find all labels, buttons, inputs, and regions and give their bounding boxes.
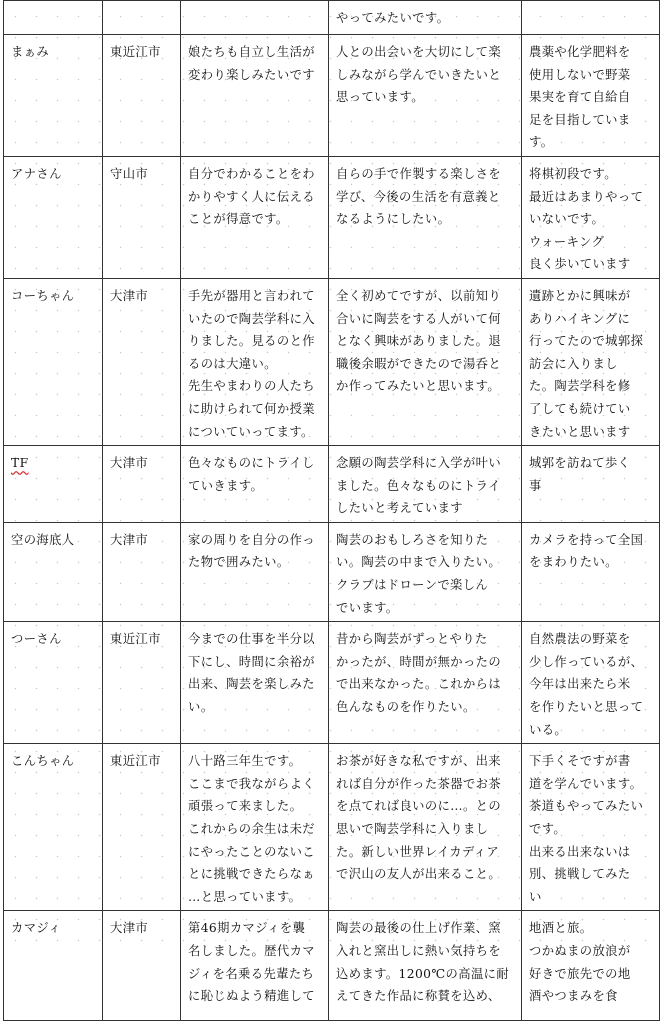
member-motivation-cell [329, 156, 522, 278]
member-nickname-cell [4, 1, 103, 35]
member-self-intro-cell [181, 1, 329, 35]
member-motivation-cell [329, 522, 522, 621]
member-motivation-line: れば自分が作った茶器でお茶 [336, 776, 502, 791]
member-self-intro-cell [181, 278, 329, 445]
member-nickname: 空の海底人 [11, 532, 75, 547]
member-motivation-line: でいます。 [336, 600, 399, 615]
member-row [4, 622, 660, 744]
member-nickname: こんちゃん [11, 754, 75, 769]
member-nickname-cell [4, 744, 103, 911]
member-hobby-cell [522, 278, 660, 445]
member-nickname: まぁみ [11, 45, 50, 59]
member-city: 大津市 [110, 456, 149, 471]
member-motivation-cell [329, 911, 522, 1021]
member-self-intro-cell [181, 744, 329, 911]
member-self-intro-line: についていってます。 [188, 424, 314, 439]
member-motivation-cell [329, 622, 522, 744]
member-city-cell [103, 156, 181, 278]
member-self-intro-line: るのは大違い。 [188, 356, 277, 371]
member-hobby-line: 使用しないで野菜 [529, 67, 631, 82]
member-self-intro-line: …と思っています。 [188, 889, 302, 904]
member-self-intro-line: 自分でわかることをわ [188, 166, 315, 181]
member-self-intro-line: 出来、陶芸を楽しみた [188, 677, 315, 692]
member-hobby-cell [522, 522, 660, 621]
member-nickname: TF [11, 456, 29, 471]
member-hobby-line: 少し作っているが、 [529, 654, 644, 669]
member-nickname: カマジィ [11, 921, 62, 936]
member-motivation-line: 学び、今後の生活を有意義と [336, 189, 501, 204]
member-hobby-line: つかぬまの放浪が [529, 943, 631, 958]
member-hobby-line: 出来る出来ないは [529, 844, 631, 859]
member-motivation-line: 昔から陶芸がずっとやりた [336, 632, 488, 647]
member-self-intro-line: ていきます。 [188, 478, 264, 493]
member-motivation-line: い。陶芸の中まで入りたい。 [336, 555, 502, 570]
member-self-intro-line: 下にし、時間に余裕が [188, 654, 315, 669]
member-hobby-line: す。 [529, 135, 554, 150]
member-motivation-line: で出来なかった。これからは [336, 677, 502, 692]
member-self-intro-cell [181, 522, 329, 621]
member-hobby-line: 城郭を訪ねて歩く [529, 456, 631, 471]
member-hobby-line: カメラを持って全国 [529, 532, 644, 547]
member-city-cell [103, 522, 181, 621]
member-self-intro-line: に助けられて何か授業 [188, 401, 315, 416]
member-nickname-cell [4, 156, 103, 278]
member-hobby-cell [522, 622, 660, 744]
member-self-intro-line: 名しました。歴代カマ [188, 943, 315, 958]
member-row [4, 744, 660, 911]
member-city-cell [103, 911, 181, 1021]
member-hobby-cell [522, 744, 660, 911]
member-row [4, 278, 660, 445]
member-city-cell [103, 446, 181, 523]
member-hobby-line: た。陶芸学科を修 [529, 379, 631, 394]
member-self-intro-line: いたので陶芸学科に入 [188, 311, 315, 326]
member-city-cell [103, 35, 181, 157]
member-hobby-line: を作りたいと思って [529, 700, 644, 715]
member-hobby-line: 良く歩いています [529, 257, 631, 272]
member-self-intro-line: ここまで我ながらよく [188, 776, 315, 791]
member-self-intro-line: 頑張って来ました。 [188, 799, 303, 814]
member-self-intro-line: これからの余生は未だ [188, 822, 315, 836]
member-city: 大津市 [110, 921, 149, 936]
member-motivation-line: 思っています。 [336, 90, 424, 105]
member-hobby-line: いる。 [529, 722, 568, 737]
member-self-intro-cell [181, 911, 329, 1021]
member-motivation-line: 職後余暇ができたので湯呑と [336, 356, 502, 371]
member-self-intro-line: 今までの仕事を半分以 [188, 632, 315, 647]
member-city: 東近江市 [110, 754, 161, 769]
member-self-intro-line: 家の周りを自分の作っ [188, 532, 315, 547]
member-nickname-cell [4, 446, 103, 523]
member-hobby-cell [522, 446, 660, 523]
member-self-intro-line: 娘たちも自立し生活が [188, 45, 315, 59]
member-nickname-cell [4, 522, 103, 621]
member-nickname: つーさん [11, 632, 62, 647]
member-city-cell [103, 622, 181, 744]
member-hobby-line: 酒やつまみを食 [529, 989, 618, 1004]
member-motivation-line: 陶芸の最後の仕上げ作業、窯 [336, 921, 502, 936]
member-motivation-line: ました。色々なものにトライ [336, 478, 501, 493]
member-nickname-cell [4, 911, 103, 1021]
member-city: 東近江市 [110, 45, 161, 59]
member-nickname-cell [4, 278, 103, 445]
member-self-intro-line: 八十路三年生です。 [188, 754, 302, 769]
member-hobby-line: 下手くそですが書 [529, 754, 631, 769]
member-motivation-line: かったが、時間が無かったの [336, 654, 502, 669]
member-hobby-cell [522, 911, 660, 1021]
member-hobby-line: 将棋初段です。 [529, 166, 617, 181]
member-motivation-line: 全く初めてですが、以前知り [336, 288, 502, 303]
member-motivation-line: やってみたいです。 [336, 11, 450, 25]
member-motivation-cell [329, 1, 522, 35]
member-row [4, 156, 660, 278]
member-motivation-line: 陶芸のおもしろさを知りた [336, 532, 489, 547]
member-self-intro-line: い。 [188, 700, 214, 715]
member-self-intro-cell [181, 622, 329, 744]
member-self-intro-line: ジィを名乗る先輩たち [188, 966, 315, 981]
member-hobby-line: 行ってたので城郭探 [529, 334, 644, 349]
member-motivation-line: で沢山の友人が出来ること。 [336, 867, 502, 882]
member-motivation-cell [329, 744, 522, 911]
member-city: 大津市 [110, 288, 149, 303]
member-nickname-cell [4, 35, 103, 157]
member-table-body [4, 1, 660, 1021]
member-motivation-cell [329, 446, 522, 523]
member-motivation-line: 人との出会いを大切にして楽 [336, 45, 502, 59]
member-self-intro-cell [181, 35, 329, 157]
member-motivation-line: 念願の陶芸学科に入学が叶い [336, 456, 502, 471]
member-hobby-line: ウォーキング [529, 234, 605, 249]
member-motivation-line: 思いで陶芸学科に入りまし [336, 822, 489, 836]
member-row [4, 35, 660, 157]
member-nickname-cell [4, 622, 103, 744]
member-hobby-line: 今年は出来たら米 [529, 677, 631, 692]
member-row [4, 446, 660, 523]
member-motivation-line: 自らの手で作製する楽しさを [336, 166, 502, 181]
member-self-intro-line: に恥じぬよう精進して [188, 989, 315, 1004]
member-city: 大津市 [110, 532, 149, 547]
member-self-intro-line: 第46期カマジィを襲 [188, 921, 306, 936]
member-motivation-line: えてきた作品に称賛を込め、 [336, 989, 501, 1004]
member-self-intro-line: りました。見るのと作 [188, 334, 315, 349]
member-self-intro-cell [181, 446, 329, 523]
member-row [4, 1, 660, 35]
member-motivation-line: 入れと窯出しに熱い気持ちを [336, 943, 502, 958]
member-nickname: コーちゃん [11, 288, 75, 303]
member-hobby-line: 農薬や化学肥料を [529, 45, 631, 59]
member-hobby-line: い [529, 889, 542, 904]
member-self-intro-line: 先生やまわりの人たち [188, 379, 315, 394]
member-hobby-line: 了しても続けてい [529, 401, 631, 416]
member-hobby-cell [522, 156, 660, 278]
member-motivation-line: を点てれば良いのに…。との [336, 799, 502, 814]
member-hobby-line: いないです。 [529, 212, 605, 227]
member-hobby-line: きたいと思います [529, 424, 631, 439]
member-motivation-line: お茶が好きな私ですが、出来 [336, 754, 502, 769]
member-table [3, 0, 660, 1021]
member-row [4, 522, 660, 621]
member-city: 東近江市 [110, 632, 161, 647]
member-motivation-line: クラブはドローンで楽しん [336, 578, 489, 593]
member-motivation-line: なるようにしたい。 [336, 212, 451, 227]
member-motivation-line: しみながら学んでいきたいと [336, 67, 502, 82]
member-motivation-line: したいと考えています [336, 501, 463, 516]
member-hobby-line: ありハイキングに [529, 311, 631, 326]
member-hobby-line: です。 [529, 822, 567, 836]
member-hobby-line: 好きで旅先での地 [529, 966, 631, 981]
member-self-intro-line: た物で囲みたい。 [188, 555, 290, 570]
member-self-intro-line: 色々なものにトライし [188, 456, 315, 471]
member-self-intro-line: ことが得意です。 [188, 212, 289, 227]
member-hobby-line: 果実を育て自給自 [529, 90, 631, 105]
member-motivation-line: となく興味がありました。退 [336, 334, 502, 349]
member-hobby-line: 茶道もやってみたい [529, 799, 644, 814]
member-city-cell [103, 1, 181, 35]
member-self-intro-line: 手先が器用と言われて [188, 288, 315, 303]
member-hobby-line: をまわりたい。 [529, 555, 618, 570]
member-hobby-line: 遺跡とかに興味が [529, 288, 631, 303]
member-self-intro-line: とに挑戦できたらなぁ [188, 867, 315, 882]
member-hobby-line: 事 [529, 478, 542, 493]
member-motivation-cell [329, 278, 522, 445]
member-self-intro-line: にやったことのないこ [188, 844, 315, 859]
member-motivation-line: か作ってみたいと思います。 [336, 379, 501, 394]
member-hobby-line: 足を目指していま [529, 112, 631, 127]
member-city-cell [103, 744, 181, 911]
member-self-intro-cell [181, 156, 329, 278]
member-hobby-line: 訪会に入りまし [529, 356, 618, 371]
member-hobby-cell [522, 1, 660, 35]
member-city-cell [103, 278, 181, 445]
member-motivation-line: 合いに陶芸をする人がいて何 [336, 311, 502, 326]
member-city: 守山市 [110, 166, 149, 181]
member-hobby-cell [522, 35, 660, 157]
member-self-intro-line: かりやすく人に伝える [188, 189, 315, 204]
member-hobby-line: 別、挑戦してみた [529, 867, 631, 882]
member-motivation-line: 込めます。1200℃の高温に耐 [336, 966, 510, 981]
member-motivation-line: た。新しい世界レイカディア [336, 844, 500, 859]
member-motivation-cell [329, 35, 522, 157]
member-nickname: アナさん [11, 166, 62, 181]
member-row [4, 911, 660, 1021]
member-hobby-line: 地酒と旅。 [529, 921, 593, 936]
member-hobby-line: 道を学んでいます。 [529, 776, 643, 791]
member-motivation-line: 色んなものを作りたい。 [336, 700, 476, 715]
member-hobby-line: 最近はあまりやって [529, 189, 644, 204]
member-hobby-line: 自然農法の野菜を [529, 632, 631, 647]
member-self-intro-line: 変わり楽しみたいです [188, 67, 315, 82]
